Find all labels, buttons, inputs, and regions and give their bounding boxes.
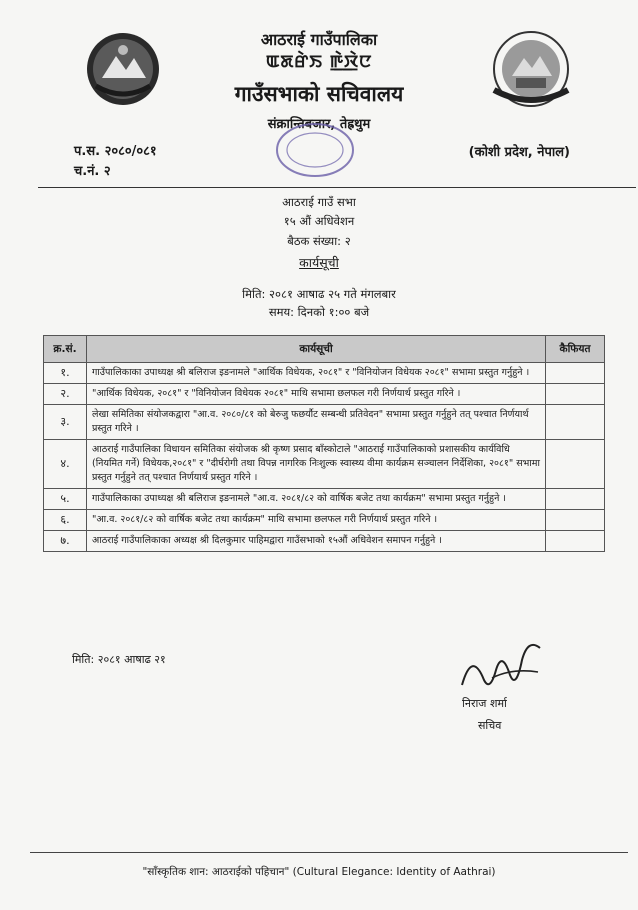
row-serial: १. (44, 363, 87, 384)
row-serial: ४. (44, 440, 87, 489)
table-row (44, 405, 605, 440)
row-serial: ५. (44, 489, 87, 510)
office-address: संक्रान्तिबजार, तेह्रथुम (267, 117, 371, 132)
office-name: गाउँसभाको सचिवालय (234, 82, 404, 106)
table-row (44, 510, 605, 531)
header-serial: क्र.सं. (44, 336, 87, 363)
row-serial: ३. (44, 405, 87, 440)
row-agenda-text: गाउँपालिकाका उपाध्यक्ष श्री बलिराज इङनामले "आर्थिक विधेयक, २०८१" र "विनियोजन विधेयक २०८१" सभामा प्रस्तुत गर्नुहुने । (87, 363, 546, 384)
footer-slogan: "साँस्कृतिक शान: आठराईको पहिचान" (Cultural Elegance: Identity of Aathrai) (142, 866, 496, 878)
row-serial: ७. (44, 531, 87, 552)
row-serial: २. (44, 384, 87, 405)
row-agenda-text: "आर्थिक विधेयक, २०८१" र "विनियोजन विधेयक २०८१" माथि सभामा छलफल गरी निर्णयार्थ प्रस्तुत गरिने । (87, 384, 546, 405)
row-agenda-text: लेखा समितिका संयोजकद्वारा "आ.व. २०८०/८१ को बेरुजु फछर्यौट सम्बन्धी प्रतिवेदन" सभामा प्रस्तुत गर्नुहुने तत् पश्चात निर्णयार्थ प्रस्तुत गरिने । (87, 405, 546, 440)
municipality-name-limbu: ꯑꯗꯔꯥꯏ ꯒꯥ꯭ꯋꯥꯅ (265, 52, 373, 72)
municipality-name: आठराई गाउँपालिका (260, 30, 378, 49)
table-row (44, 489, 605, 510)
office-stamp-icon (270, 120, 360, 180)
row-serial: ६. (44, 510, 87, 531)
meeting-date: मिति: २०८१ आषाढ २५ गते मंगलबार (242, 287, 396, 301)
dispatch-number: च.नं. २ (74, 164, 111, 179)
meeting-time: समय: दिनको १:०० बजे (268, 305, 370, 319)
row-remarks (546, 510, 605, 531)
table-header-row (44, 336, 605, 363)
agenda-table (43, 335, 605, 552)
assembly-title: आठराई गाउँ सभा (282, 195, 356, 209)
session-title: १५ औं अधिवेशन (283, 214, 355, 228)
row-agenda-text: आठराई गाउँपालिका विधायन समितिका संयोजक श्री कृष्ण प्रसाद बाँस्कोटाले "आठराई गाउँपालिकाको प्रशासकीय कार्यविधि (नियमित गर्ने) विधेयक,२०८१" र "दीर्घरोगी तथा विपन्न नागरिक निःशुल्क स्वास्थ्य वीमा कार्यक्रम सञ्चालन निर्देशिका, २०८१" सभामा प्रस्तुत गर्नुहुने तत् पश्चात निर्णयार्थ प्रस्तुत गरिने । (87, 440, 546, 489)
agenda-heading: कार्यसूची (299, 255, 339, 270)
table-row (44, 363, 605, 384)
row-remarks (546, 489, 605, 510)
meeting-number: बैठक संख्या: २ (287, 234, 351, 248)
row-agenda-text: "आ.व. २०८१/८२ को वार्षिक बजेट तथा कार्यक्रम" माथि सभामा छलफल गरी निर्णयार्थ प्रस्तुत गरिने । (87, 510, 546, 531)
row-agenda-text: गाउँपालिकाका उपाध्यक्ष श्री बलिराज इङनामले "आ.व. २०८१/८२ को वार्षिक बजेट तथा कार्यक्रम" सभामा प्रस्तुत गर्नुहुने । (87, 489, 546, 510)
row-remarks (546, 384, 605, 405)
table-row (44, 531, 605, 552)
province-label: (कोशी प्रदेश, नेपाल) (468, 145, 570, 160)
signer-name: निराज शर्मा (462, 697, 507, 710)
table-row (44, 440, 605, 489)
row-remarks (546, 405, 605, 440)
row-agenda-text: आठराई गाउँपालिकाका अध्यक्ष श्री दिलकुमार पाहिमद्वारा गाउँसभाको १५औं अधिवेशन समापन गर्नुहुने । (87, 531, 546, 552)
signer-role: सचिव (478, 719, 502, 732)
header-agenda: कार्यसूची (87, 336, 546, 363)
footer-divider (30, 852, 628, 853)
signature-icon (452, 630, 552, 700)
letter-number: प.स. २०८०/०८१ (74, 144, 157, 159)
header-divider (38, 187, 636, 188)
table-row (44, 384, 605, 405)
row-remarks (546, 363, 605, 384)
header-remarks: कैफियत (546, 336, 605, 363)
row-remarks (546, 531, 605, 552)
issue-date: मिति: २०८१ आषाढ २१ (72, 653, 166, 666)
row-remarks (546, 440, 605, 489)
